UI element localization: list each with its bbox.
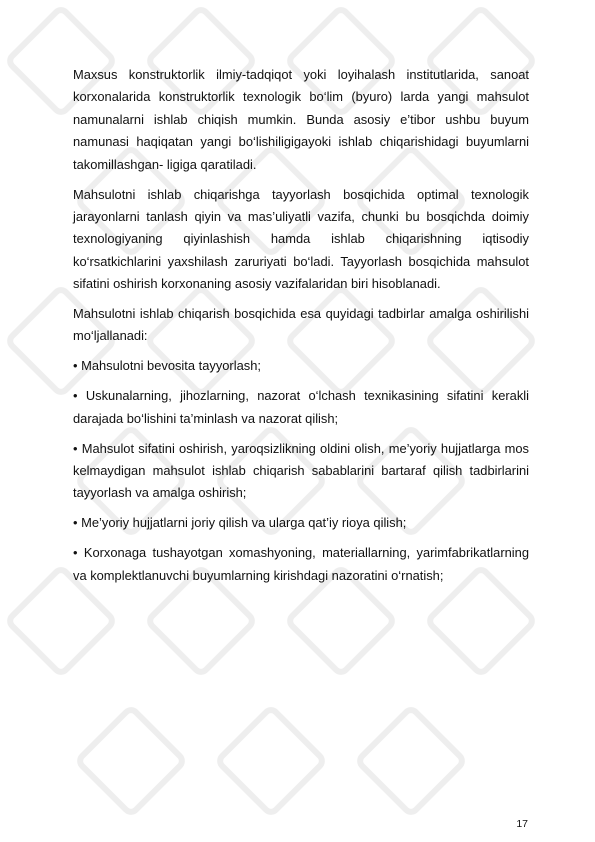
paragraph: Mahsulotni ishlab chiqarish bosqichida esa quyidagi tadbirlar amalga oshirilishi mo‘ljallanadi: [73,306,529,344]
paragraph: Mahsulotni ishlab chiqarishga tayyorlash bosqichida optimal texnologik jarayonlarni tanlash qiyin va mas’uliyatli vazifa, chunki bu bosqichda doimiy texnologiyaning qiyinlashish hamda ishlab chiqarishning iqtisodiy ko‘rsatkichlarini yaxshilash zaruriyati bo‘ladi. Tayyorlash bosqichida mahsulot sifatini oshirish korxonaning asosiy vazifalaridan biri hisoblanadi. [73,186,529,292]
bullet-item [73,438,529,505]
bullet-text: Uskunalarning, jihozlarning, nazorat o‘lchash texnikasining sifatini kerakli darajada bo‘lishini ta’minlash va nazorat qilish; [73,388,529,426]
bullet-icon: • [73,388,78,404]
bullet-item [73,542,529,587]
bullet-icon: • [73,440,78,456]
bullet-icon: • [73,545,78,561]
watermark-diamond-icon [353,703,469,819]
document-body [73,64,529,595]
bullet-item [73,385,529,430]
bullet-item [73,355,529,377]
bullet-text: Mahsulotni bevosita tayyorlash; [81,358,261,374]
watermark-diamond-icon [213,703,329,819]
bullet-text: Mahsulot sifatini oshirish, yaroqsizlikning oldini olish, me’yoriy hujjatlarga mos kelmaydigan mahsulot ishlab chiqarish sabablarini bartaraf qilish tadbirlarini tayyorlash va amalga oshirish; [73,440,529,501]
bullet-icon: • [73,358,78,374]
bullet-item [73,512,529,534]
page-number: 17 [516,818,528,830]
bullet-text: Korxonaga tushayotgan xomashyoning, materiallarning, yarimfabrikatlarning va komplektlanuvchi buyumlarning kirishdagi nazoratini o‘rnatish; [73,545,529,583]
watermark-diamond-icon [73,703,189,819]
bullet-text: Me’yoriy hujjatlarni joriy qilish va ularga qat’iy rioya qilish; [81,515,407,531]
paragraph: Maxsus konstruktorlik ilmiy-tadqiqot yoki loyihalash institutlarida, sanoat korxonalarida konstruktorlik texnologik bo‘lim (byuro) larda yangi mahsulot namunalarni ishlab chiqish mumkin. Bunda asosiy e’tibor ushbu buyum namunasi haqiqatan yangi bo‘lishiligigayoki ishlab chiqarishidagi buyumlarni takomillashgan- ligiga qaratiladi. [73,67,529,172]
bullet-icon: • [73,515,78,531]
